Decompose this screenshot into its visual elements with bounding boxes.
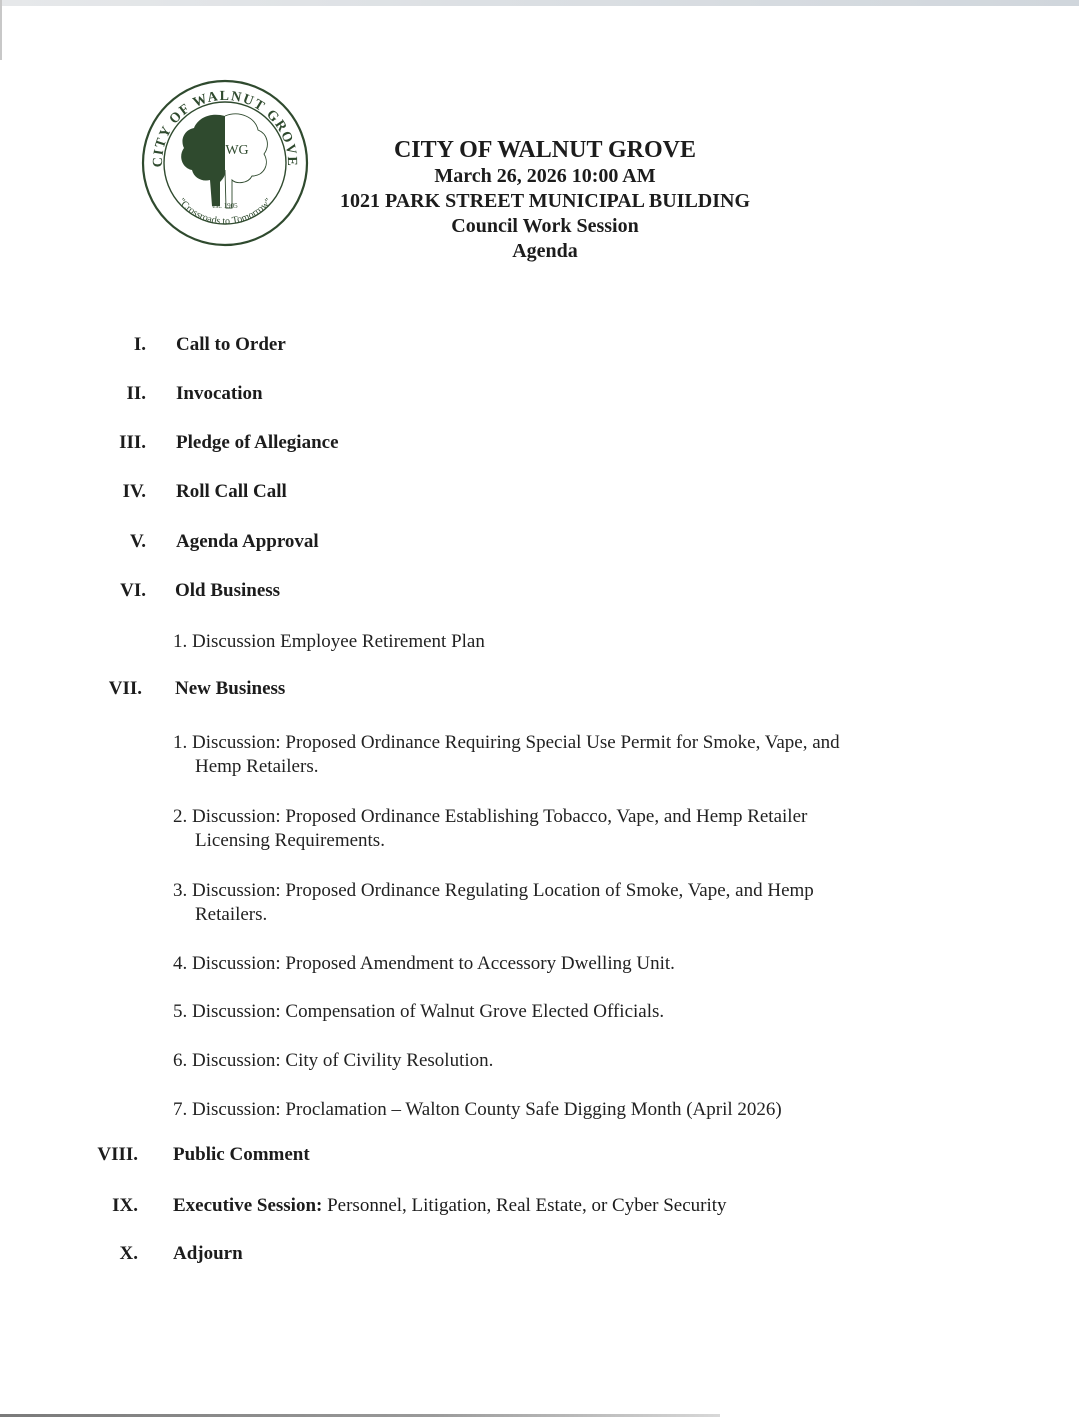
scan-left-edge xyxy=(0,0,2,60)
new-business-subitem xyxy=(173,1098,933,1122)
subitem-text: 7. Discussion: Proclamation – Walton County Safe Digging Month (April 2026) xyxy=(173,1099,782,1120)
subitem-text: 1. Discussion: Proposed Ordinance Requiring Special Use Permit for Smoke, Vape, and xyxy=(173,732,840,753)
item-label: Old Business xyxy=(175,580,281,601)
agenda-header xyxy=(300,136,790,264)
seal-ring-text: CITY OF WALNUT GROVE xyxy=(150,88,300,168)
subitem-text-cont: Hemp Retailers. xyxy=(195,756,319,777)
new-business-subitem xyxy=(173,952,933,976)
seal-monogram: WG xyxy=(225,143,249,158)
item-numeral: II. xyxy=(126,383,146,404)
new-business-subitem xyxy=(173,805,933,853)
old-business-subitem xyxy=(173,630,933,654)
subitem-text: 2. Discussion: Proposed Ordinance Establishing Tobacco, Vape, and Hemp Retailer xyxy=(173,806,808,827)
item-label: New Business xyxy=(175,678,286,699)
item-numeral: X. xyxy=(119,1243,138,1264)
meeting-type: Council Work Session xyxy=(451,215,639,237)
item-label: Roll Call Call xyxy=(176,481,287,502)
item-numeral: IX. xyxy=(112,1195,138,1216)
item-numeral: VII. xyxy=(108,678,142,699)
item-label: Pledge of Allegiance xyxy=(176,432,339,453)
item-label xyxy=(173,1195,727,1217)
item-detail: Personnel, Litigation, Real Estate, or Cyber Security xyxy=(322,1195,727,1216)
subitem-text: 3. Discussion: Proposed Ordinance Regulating Location of Smoke, Vape, and Hemp xyxy=(173,880,814,901)
item-numeral: V. xyxy=(129,531,146,552)
tree-light-half-icon xyxy=(225,114,267,208)
new-business-subitem xyxy=(173,1049,933,1073)
item-label: Agenda Approval xyxy=(176,531,319,552)
document-type: Agenda xyxy=(512,240,578,262)
subitem-text: 5. Discussion: Compensation of Walnut Grove Elected Officials. xyxy=(173,1001,665,1022)
item-label: Invocation xyxy=(176,383,263,404)
subitem-text: 4. Discussion: Proposed Amendment to Accessory Dwelling Unit. xyxy=(173,953,675,974)
subitem-text: 1. Discussion Employee Retirement Plan xyxy=(173,631,485,652)
item-numeral: VIII. xyxy=(97,1144,138,1165)
seal-motto: "Crossroads to Tomorrow" xyxy=(175,196,275,228)
city-seal-logo xyxy=(140,78,310,248)
city-title: CITY OF WALNUT GROVE xyxy=(393,137,697,163)
item-numeral: III. xyxy=(119,432,146,453)
subitem-text-cont: Licensing Requirements. xyxy=(195,830,385,851)
item-label: Public Comment xyxy=(173,1144,310,1165)
new-business-subitem xyxy=(173,731,933,779)
item-numeral: VI. xyxy=(120,580,146,601)
scan-top-edge xyxy=(0,0,1079,6)
item-label-bold: Executive Session: xyxy=(173,1195,323,1216)
meeting-datetime: March 26, 2026 10:00 AM xyxy=(434,165,656,187)
new-business-subitem xyxy=(173,1000,933,1024)
subitem-text: 6. Discussion: City of Civility Resolution. xyxy=(173,1050,494,1071)
item-numeral: I. xyxy=(133,334,146,355)
seal-est: est. 1905 xyxy=(212,202,238,210)
tree-dark-half-icon xyxy=(181,115,225,206)
item-numeral: IV. xyxy=(122,481,146,502)
item-label: Adjourn xyxy=(173,1243,243,1264)
meeting-location: 1021 PARK STREET MUNICIPAL BUILDING xyxy=(339,190,751,212)
subitem-text-cont: Retailers. xyxy=(195,904,268,925)
item-label: Call to Order xyxy=(176,334,286,355)
new-business-subitem xyxy=(173,879,933,927)
